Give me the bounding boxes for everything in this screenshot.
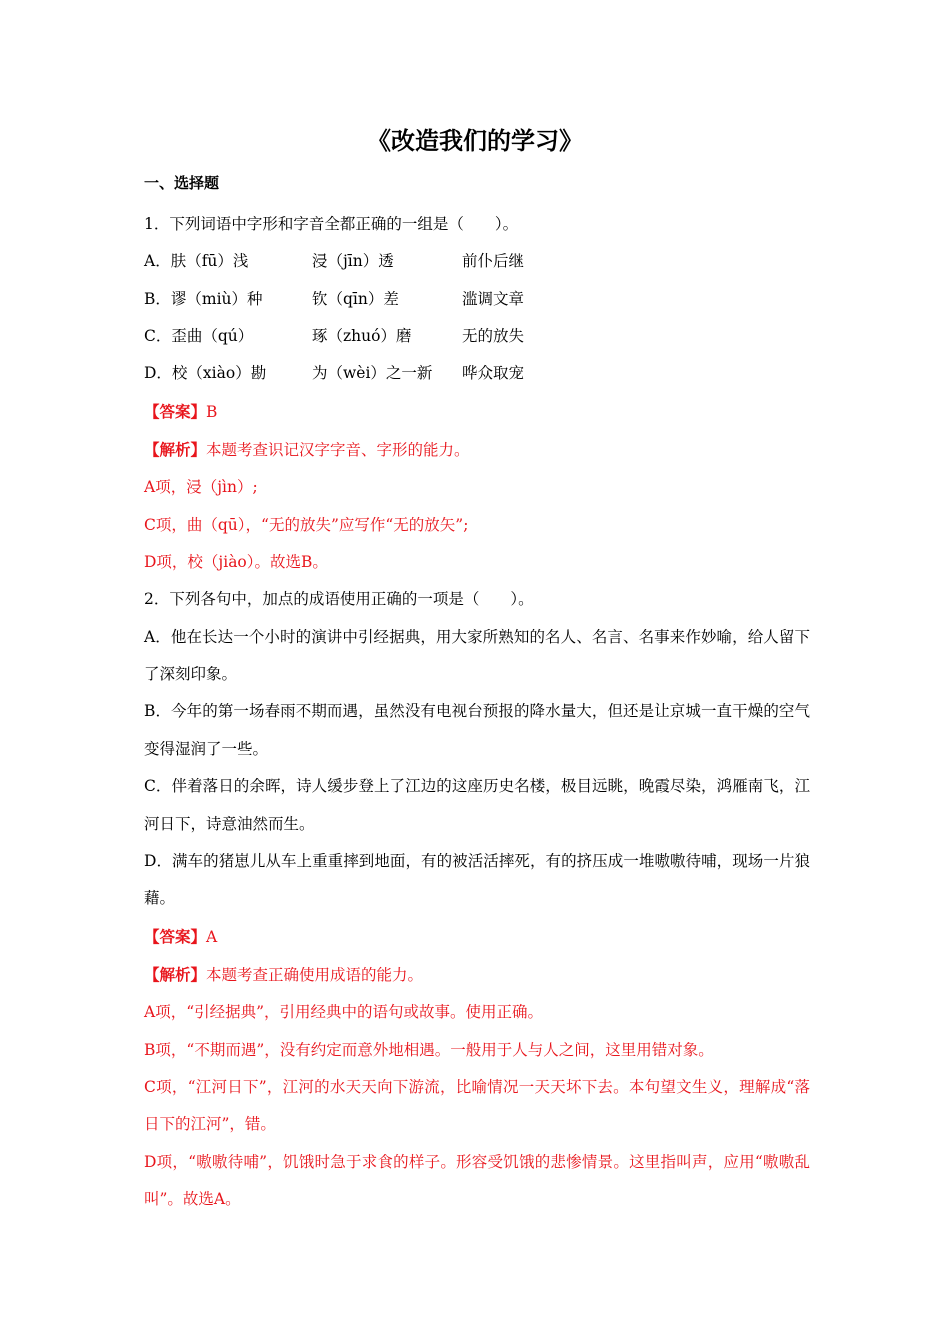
question-2-stem: 2．下列各句中，加点的成语使用正确的一项是（ ）。 bbox=[144, 590, 534, 609]
question-1-answer bbox=[144, 393, 810, 431]
option-word-3: 哗众取宠 bbox=[462, 364, 525, 383]
option-word-1: C．歪曲（qú） bbox=[144, 327, 254, 346]
question-1-option-b bbox=[144, 281, 810, 318]
option-word-2: 钦（qīn）差 bbox=[312, 289, 399, 308]
question-1-note-d: D项，校（jiào）。故选B。 bbox=[144, 553, 328, 572]
section-heading: 一、选择题 bbox=[144, 174, 220, 192]
question-1-option-d bbox=[144, 355, 810, 392]
analysis-text: 本题考查正确使用成语的能力。 bbox=[206, 965, 424, 984]
answer-value: A bbox=[206, 927, 218, 946]
question-2-note-b: B项，“不期而遇”，没有约定而意外地相遇。一般用于人与人之间，这里用错对象。 bbox=[144, 1040, 714, 1059]
document-title: 《改造我们的学习》 bbox=[367, 127, 583, 155]
question-1-note-c: C项，曲（qū），“无的放失”应写作“无的放矢”; bbox=[144, 515, 469, 534]
analysis-text: 本题考查识记汉字字音、字形的能力。 bbox=[206, 441, 470, 460]
document-body bbox=[144, 206, 810, 1218]
option-word-3: 滥调文章 bbox=[462, 289, 525, 308]
option-word-2: 浸（jīn）透 bbox=[312, 252, 394, 271]
question-2-answer bbox=[144, 918, 810, 956]
option-word-1: B．谬（miù）种 bbox=[144, 289, 263, 308]
question-2-note-d: D项，“嗷嗷待哺”，饥饿时急于求食的样子。形容受饥饿的悲惨情景。这里指叫声，应用“嗷嗷乱叫”。故选A。 bbox=[144, 1152, 810, 1208]
analysis-tag: 【解析】 bbox=[144, 440, 207, 460]
question-2-option-a: A．他在长达一个小时的演讲中引经据典，用大家所熟知的名人、名言、名事来作妙喻，给人留下了深刻印象。 bbox=[144, 627, 810, 684]
question-2-note-c: C项，“江河日下”，江河的水天天向下游流，比喻情况一天天坏下去。本句望文生义，理解成“落日下的江河”，错。 bbox=[144, 1077, 810, 1134]
question-1-analysis bbox=[144, 431, 810, 469]
question-1-note-a: A项，浸（jìn）; bbox=[144, 478, 258, 497]
question-2-option-c: C．伴着落日的余晖，诗人缓步登上了江边的这座历史名楼，极目远眺，晚霞尽染，鸿雁南飞，江河日下，诗意油然而生。 bbox=[144, 777, 810, 833]
analysis-tag: 【解析】 bbox=[144, 964, 207, 984]
option-word-2: 为（wèi）之一新 bbox=[312, 364, 433, 383]
question-2-option-b: B．今年的第一场春雨不期而遇，虽然没有电视台预报的降水量大，但还是让京城一直干燥的空气变得湿润了一些。 bbox=[144, 702, 810, 758]
option-word-1: D．校（xiào）勘 bbox=[144, 364, 267, 383]
question-1-option-c bbox=[144, 318, 810, 355]
question-1-option-a bbox=[144, 243, 810, 280]
answer-tag: 【答案】 bbox=[144, 401, 207, 421]
question-2-analysis bbox=[144, 956, 810, 994]
answer-value: B bbox=[206, 402, 218, 421]
option-word-1: A．肤（fū）浅 bbox=[144, 252, 249, 271]
question-2-option-d: D．满车的猪崽儿从车上重重摔到地面，有的被活活摔死，有的挤压成一堆嗷嗷待哺，现场一片狼藉。 bbox=[144, 851, 810, 908]
question-2-note-a: A项，“引经据典”，引用经典中的语句或故事。使用正确。 bbox=[144, 1003, 544, 1022]
option-word-3: 无的放失 bbox=[462, 327, 525, 346]
question-1-stem: 1．下列词语中字形和字音全都正确的一组是（ ）。 bbox=[144, 215, 519, 233]
option-word-3: 前仆后继 bbox=[462, 252, 525, 271]
option-word-2: 琢（zhuó）磨 bbox=[312, 327, 412, 346]
answer-tag: 【答案】 bbox=[144, 926, 207, 946]
